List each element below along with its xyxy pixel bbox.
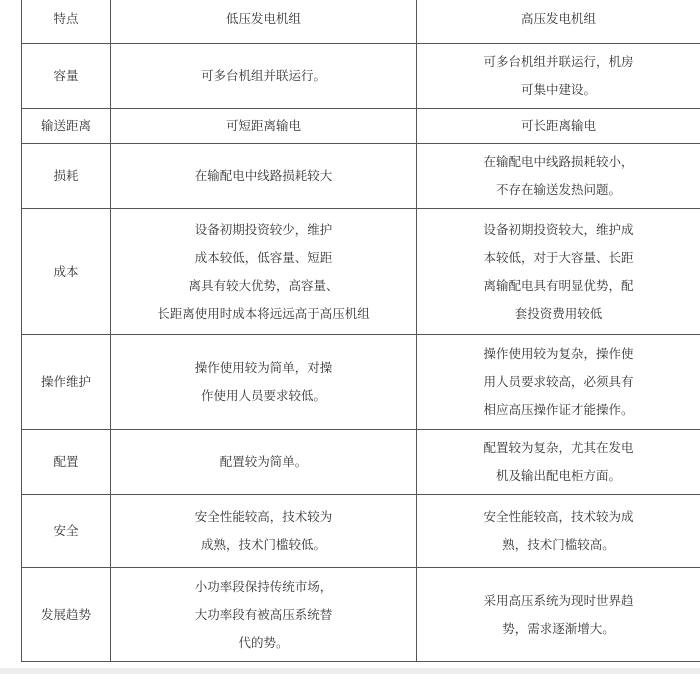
cell-line: 配置较为复杂，尤其在发电 — [483, 440, 634, 455]
low-voltage-cell — [111, 44, 417, 109]
table-row — [22, 495, 700, 568]
cell-line: 操作使用较为复杂，操作使 — [483, 346, 634, 361]
table-row — [22, 430, 700, 495]
feature-cell: 输送距离 — [22, 109, 111, 144]
cell-line: 大功率段有被高压系统替 — [194, 606, 333, 622]
high-voltage-cell — [417, 44, 700, 109]
feature-cell: 损耗 — [22, 144, 111, 209]
cell-line: 在输配电中线路损耗较大 — [194, 168, 333, 183]
cell-line: 采用高压系统为现时世界趋 — [483, 592, 634, 608]
cell-line: 设备初期投资较大，维护成 — [483, 221, 634, 237]
high-voltage-cell — [417, 430, 700, 495]
cell-line: 势，需求逐渐增大。 — [502, 620, 615, 636]
table-row — [22, 109, 700, 144]
table-row — [22, 144, 700, 209]
cell-line: 离输配电具有明显优势，配 — [483, 277, 634, 293]
cell-line: 用人员要求较高，必须具有 — [483, 374, 634, 389]
cell-line: 小功率段保持传统市场， — [194, 578, 333, 594]
high-voltage-cell — [417, 109, 700, 144]
feature-cell: 容量 — [22, 44, 111, 109]
feature-cell: 发展趋势 — [22, 568, 111, 662]
comparison-table-frame — [21, 0, 700, 668]
high-voltage-cell — [417, 495, 700, 568]
cell-line: 安全性能较高，技术较为成 — [483, 509, 634, 524]
cell-line: 熟，技术门槛较高。 — [502, 537, 615, 552]
low-voltage-cell — [111, 568, 417, 662]
cell-line: 本较低，对于大容量、长距 — [483, 249, 634, 265]
comparison-table — [21, 0, 700, 662]
low-voltage-cell — [111, 109, 417, 144]
cell-line: 可多台机组并联运行。 — [200, 68, 326, 83]
low-voltage-cell — [111, 144, 417, 209]
table-row — [22, 335, 700, 430]
cell-line: 可长距离输电 — [520, 118, 596, 133]
cell-line: 套投资费用较低 — [514, 305, 603, 321]
low-voltage-cell — [111, 335, 417, 430]
header-feature: 特点 — [22, 0, 111, 44]
header-low-voltage: 低压发电机组 — [111, 0, 417, 44]
cell-line: 在输配电中线路损耗较小， — [483, 154, 634, 169]
cell-line: 离具有较大优势，高容量、 — [188, 277, 339, 293]
bottom-divider-strip — [0, 668, 700, 674]
cell-line: 可多台机组并联运行，机房 — [483, 54, 634, 69]
cell-line: 可集中建设。 — [520, 82, 596, 97]
feature-cell: 配置 — [22, 430, 111, 495]
cell-line: 设备初期投资较少，维护 — [194, 221, 333, 237]
cell-line: 安全性能较高，技术较为 — [194, 509, 333, 524]
high-voltage-cell — [417, 144, 700, 209]
high-voltage-cell — [417, 568, 700, 662]
low-voltage-cell — [111, 209, 417, 335]
cell-line: 操作使用较为简单，对操 — [194, 360, 333, 375]
cell-line: 配置较为简单。 — [219, 454, 308, 469]
table-row — [22, 44, 700, 109]
cell-line: 不存在输送发热问题。 — [495, 182, 621, 197]
cell-line: 长距离使用时成本将远远高于高压机组 — [157, 305, 370, 321]
low-voltage-cell — [111, 495, 417, 568]
cell-line: 成本较低，低容量、短距 — [194, 249, 333, 265]
high-voltage-cell — [417, 209, 700, 335]
table-row — [22, 568, 700, 662]
cell-line: 机及输出配电柜方面。 — [495, 468, 621, 483]
header-row — [22, 0, 700, 44]
cell-line: 相应高压操作证才能操作。 — [483, 402, 634, 417]
table-row — [22, 209, 700, 335]
feature-cell: 安全 — [22, 495, 111, 568]
cell-line: 成熟，技术门槛较低。 — [200, 537, 326, 552]
feature-cell: 操作维护 — [22, 335, 111, 430]
cell-line: 可短距离输电 — [225, 118, 301, 133]
feature-cell: 成本 — [22, 209, 111, 335]
high-voltage-cell — [417, 335, 700, 430]
cell-line: 作使用人员要求较低。 — [200, 388, 326, 403]
low-voltage-cell — [111, 430, 417, 495]
header-high-voltage: 高压发电机组 — [417, 0, 700, 44]
cell-line: 代的势。 — [238, 634, 289, 650]
